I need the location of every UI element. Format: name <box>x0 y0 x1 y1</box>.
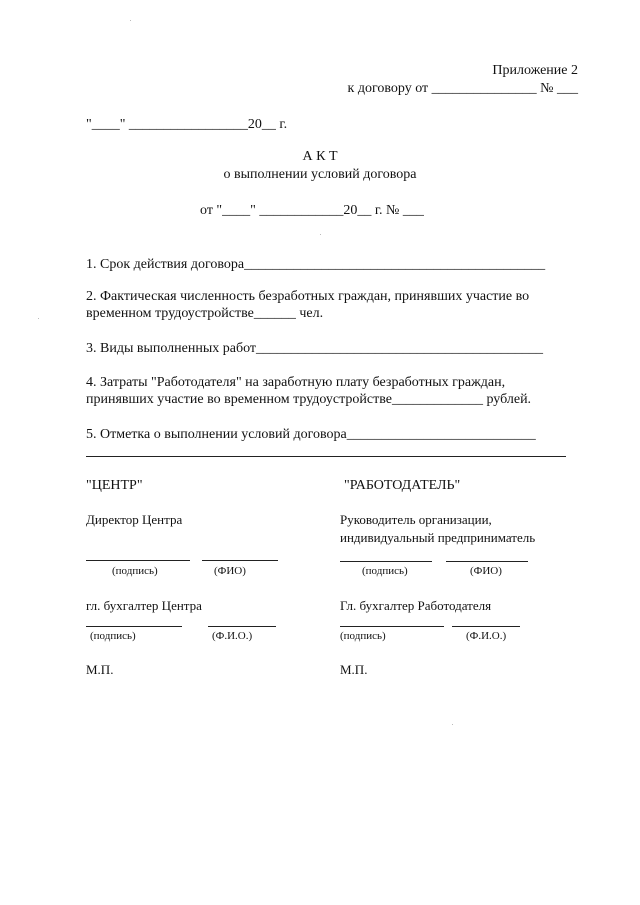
center-director-signature-line <box>86 560 190 561</box>
center-accountant-title: гл. бухгалтер Центра <box>86 598 202 613</box>
item-contract-term: 1. Срок действия договора___________________________________________ <box>86 257 546 272</box>
employer-accountant-fio-caption: (Ф.И.О.) <box>466 630 507 642</box>
employer-head-sign-caption: (подпись) <box>362 565 408 577</box>
center-director-fio-line <box>202 560 278 561</box>
item-headcount-line1: 2. Фактическая численность безработных граждан, принявших участие во <box>86 289 530 304</box>
employer-accountant-sign-caption: (подпись) <box>340 630 386 642</box>
item-costs-line1: 4. Затраты "Работодателя" на заработную плату безработных граждан, <box>86 375 506 390</box>
center-director-fio-caption: (ФИО) <box>214 565 246 577</box>
employer-accountant-signature-line <box>340 626 444 627</box>
employer-head-signature-line <box>340 561 432 562</box>
scan-speck <box>130 20 131 21</box>
employer-accountant-title: Гл. бухгалтер Работодателя <box>340 598 492 613</box>
item-headcount-line2: временном трудоустройстве______ чел. <box>86 306 324 321</box>
center-accountant-sign-caption: (подпись) <box>90 630 136 642</box>
center-accountant-fio-caption: (Ф.И.О.) <box>212 630 253 642</box>
center-seal-mark: М.П. <box>86 662 114 677</box>
employer-seal-mark: М.П. <box>340 662 368 677</box>
item-fulfillment-mark: 5. Отметка о выполнении условий договора___________________________ <box>86 427 536 442</box>
employer-head-line2: индивидуальный предприниматель <box>340 530 536 545</box>
item-work-types: 3. Виды выполненных работ_________________________________________ <box>86 341 544 356</box>
employer-head-line1: Руководитель организации, <box>340 512 492 527</box>
item-costs-line2: принявших участие во временном трудоустройстве_____________ рублей. <box>86 392 532 407</box>
center-director-title: Директор Центра <box>86 512 183 527</box>
employer-accountant-fio-line <box>452 626 520 627</box>
scan-speck <box>452 724 453 725</box>
document-subtitle: о выполнении условий договора <box>223 167 417 182</box>
fulfillment-continuation-line <box>86 456 566 457</box>
scan-speck <box>320 234 321 235</box>
employer-head-fio-line <box>446 561 528 562</box>
appendix-label: Приложение 2 <box>492 63 578 78</box>
scan-speck <box>38 318 39 319</box>
party-center-name: "ЦЕНТР" <box>86 478 143 493</box>
party-employer-name: "РАБОТОДАТЕЛЬ" <box>344 478 461 493</box>
document-title: А К Т <box>302 149 338 164</box>
employer-head-fio-caption: (ФИО) <box>470 565 502 577</box>
contract-reference: к договору от _______________ № ___ <box>347 81 578 96</box>
center-accountant-fio-line <box>208 626 276 627</box>
center-director-sign-caption: (подпись) <box>112 565 158 577</box>
document-date: "____" _________________20__ г. <box>86 117 288 132</box>
center-accountant-signature-line <box>86 626 182 627</box>
act-date-number: от "____" ____________20__ г. № ___ <box>200 203 424 218</box>
